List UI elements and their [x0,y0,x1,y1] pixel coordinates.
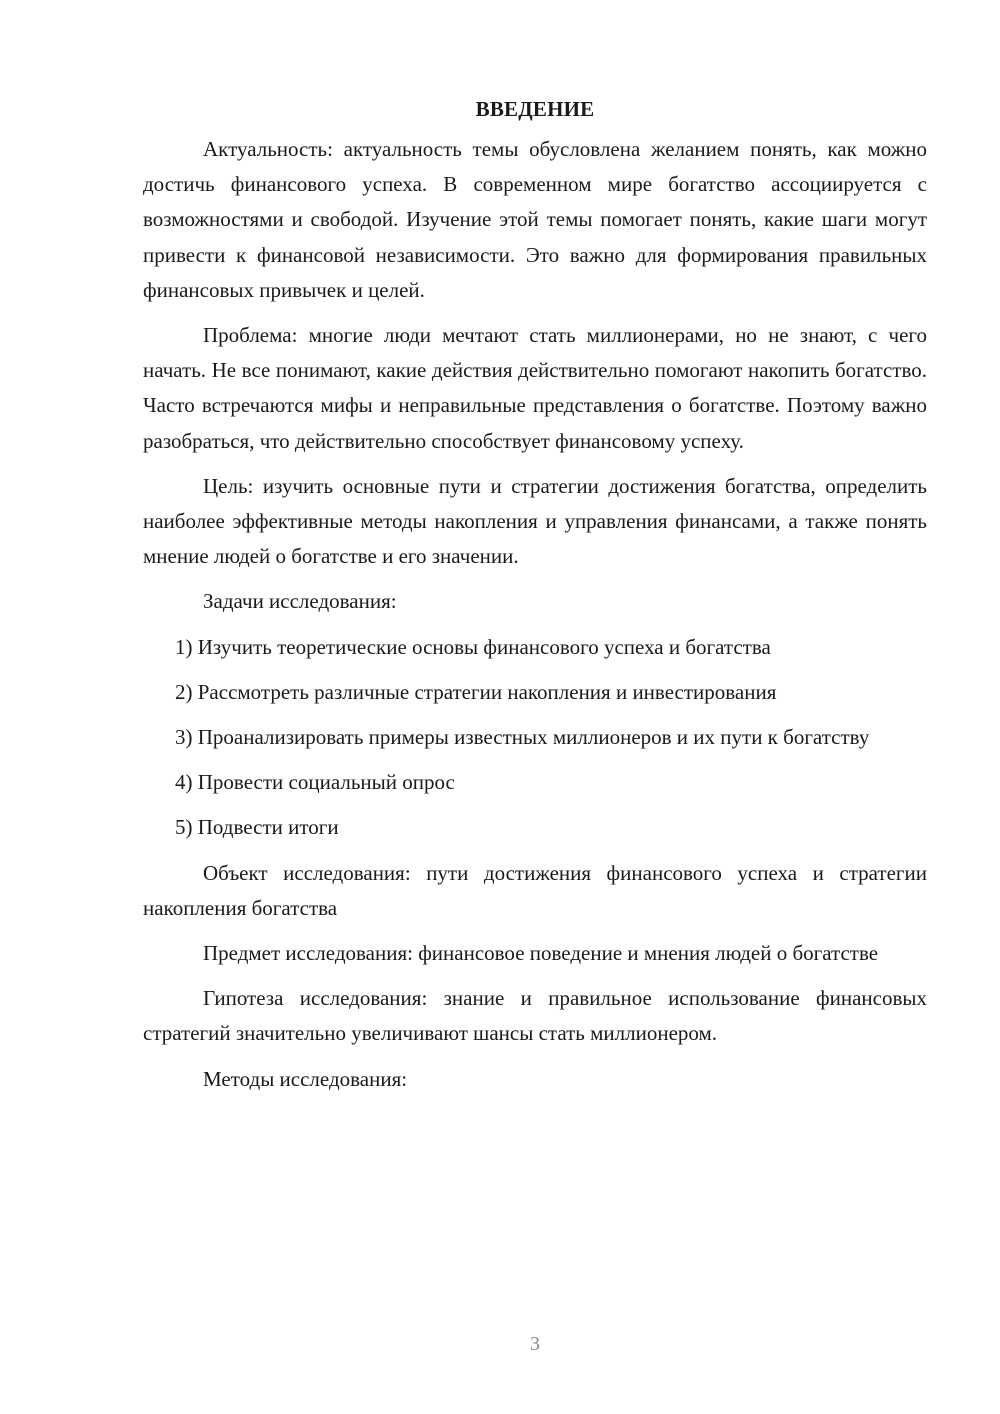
page-number: 3 [530,1333,540,1355]
list-item: 1) Изучить теоретические основы финансового успеха и богатства [175,634,771,659]
hypothesis-paragraph: Гипотеза исследования: знание и правильное использование финансовых стратегий значительно увеличивают шансы стать миллионером. [143,986,927,1046]
goal-paragraph: Цель: изучить основные пути и стратегии достижения богатства, определить наиболее эффективные методы накопления и управления финансами, а также понять мнение людей о богатстве и его значении. [143,473,927,569]
document-page [143,92,927,1097]
problem-paragraph: Проблема: многие люди мечтают стать миллионерами, но не знают, с чего начать. Не все понимают, какие действия действительно помогают накопить богатство. Часто встречаются мифы и неправильные представления о богатстве. Поэтому важно разобраться, что действительно способствует финансовому успеху. [143,323,927,453]
object-paragraph: Объект исследования: пути достижения финансового успеха и стратегии накопления богатства [143,860,927,920]
list-item: 3) Проанализировать примеры известных миллионеров и их пути к богатству [175,725,870,750]
tasks-list [143,630,927,846]
page-title: ВВЕДЕНИЕ [475,97,595,121]
methods-intro: Методы исследования: [203,1066,408,1091]
list-item: 5) Подвести итоги [175,815,339,840]
subject-paragraph: Предмет исследования: финансовое поведение и мнения людей о богатстве [203,941,879,966]
list-item: 2) Рассмотреть различные стратегии накопления и инвестирования [175,679,777,704]
list-item: 4) Провести социальный опрос [175,770,455,795]
tasks-intro: Задачи исследования: [203,589,397,614]
relevance-paragraph: Актуальность: актуальность темы обусловлена желанием понять, как можно достичь финансового успеха. В современном мире богатство ассоциируется с возможностями и свободой. Изучение этой темы помогает понять, какие шаги могут привести к финансовой независимости. Это важно для формирования правильных финансовых привычек и целей. [143,137,927,302]
